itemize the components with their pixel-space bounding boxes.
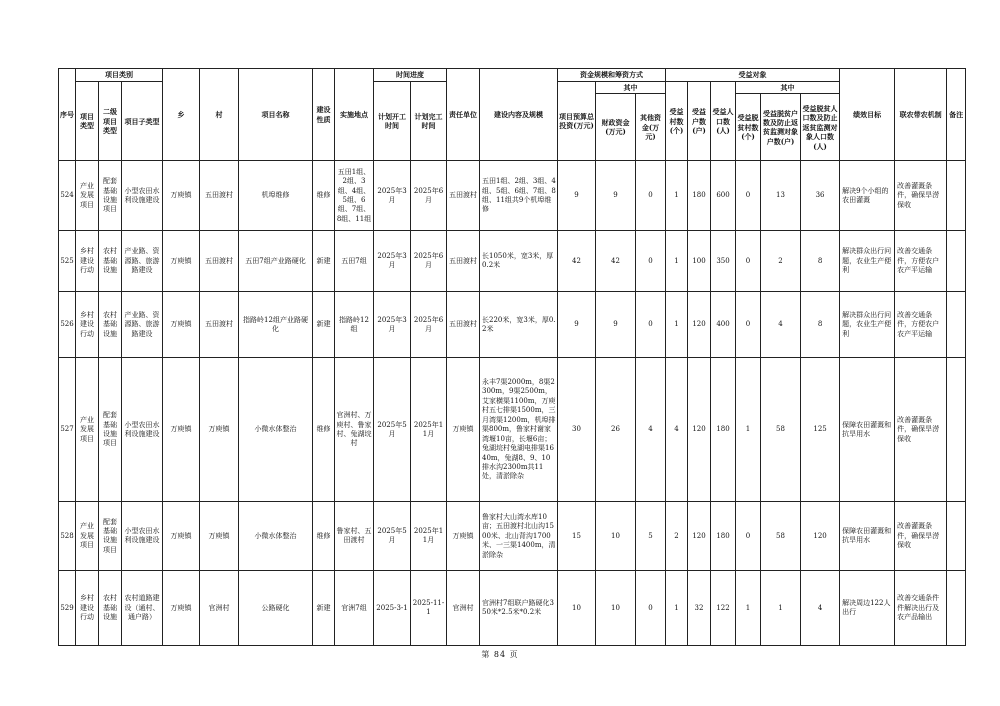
cell-goal: 解决9个小组的农田灌溉 [840,161,895,231]
cell-fiscal: 9 [596,292,636,358]
cell-pov-villages: 1 [736,571,761,646]
header-other: 其他资金(万元) [636,94,666,161]
cell-sub: 小型农田水利设施建设 [122,161,163,231]
header-end-time: 计划完工时间 [411,82,447,161]
table-row [59,502,966,571]
cell-goal: 保障农田灌溉和抗旱用水 [840,502,895,571]
header-mechanism: 联农带农机制 [895,69,947,161]
cell-other: 0 [636,161,666,231]
cell-fiscal: 10 [596,502,636,571]
cell-villages: 4 [666,358,688,502]
header-fiscal: 财政资金(万元) [596,94,636,161]
header-goal: 绩效目标 [840,69,895,161]
cell-budget: 9 [558,161,596,231]
cell-start: 2025年3月 [374,161,411,231]
page-number: 第 84 页 [481,650,519,659]
cell-sub: 小型农田水利设施建设 [122,502,163,571]
cell-population: 180 [711,502,736,571]
cell-remark [947,502,966,571]
table-row [59,161,966,231]
cell-pov-population: 8 [801,231,840,292]
cell-end: 2025年6月 [411,231,447,292]
header-secondary-type: 二级项目类型 [99,82,122,161]
cell-seq: 529 [59,571,76,646]
cell-content: 五田1组、2组、3组、4组、5组、6组、7组、8组、11组共9个机埠维修 [480,161,558,231]
cell-location: 鲁家村、五田渡村 [335,502,374,571]
cell-pov-population: 125 [801,358,840,502]
cell-secondary: 配套基础设施项目 [99,358,122,502]
cell-township: 万庾镇 [163,358,200,502]
cell-fiscal: 10 [596,571,636,646]
cell-type: 产业发展项目 [76,161,99,231]
cell-location: 五田1组、2组、3组、4组、5组、6组、7组、8组、11组 [335,161,374,231]
cell-fiscal: 9 [596,161,636,231]
cell-other: 0 [636,292,666,358]
cell-mechanism: 改善灌溉条件，确保旱涝保收 [895,502,947,571]
header-start-time: 计划开工时间 [374,82,411,161]
cell-type: 乡村建设行动 [76,292,99,358]
cell-remark [947,231,966,292]
cell-township: 万庾镇 [163,231,200,292]
cell-pov-population: 36 [801,161,840,231]
cell-pov-population: 120 [801,502,840,571]
cell-nature: 维修 [313,358,335,502]
cell-pov-households: 1 [761,571,801,646]
cell-start: 2025年5月 [374,502,411,571]
cell-seq: 524 [59,161,76,231]
header-poverty-population: 受益脱贫人口数及防止返贫监测对象人口数(人) [801,94,840,161]
cell-villages: 1 [666,231,688,292]
cell-nature: 新建 [313,292,335,358]
cell-households: 120 [688,358,711,502]
cell-remark [947,161,966,231]
cell-remark [947,292,966,358]
cell-secondary: 配套基础设施项目 [99,502,122,571]
header-content: 建设内容及规模 [480,69,558,161]
cell-type: 乡村建设行动 [76,571,99,646]
cell-unit: 万庾镇 [447,358,480,502]
cell-secondary: 农村基础设施 [99,571,122,646]
project-table [58,68,966,646]
cell-township: 万庾镇 [163,502,200,571]
header-seq: 序号 [59,69,76,161]
cell-fiscal: 26 [596,358,636,502]
header-project-name: 项目名称 [239,69,313,161]
cell-households: 180 [688,161,711,231]
header-benefit-households: 受益户数(户) [688,82,711,161]
cell-township: 万庾镇 [163,571,200,646]
cell-nature: 新建 [313,571,335,646]
cell-villages: 1 [666,571,688,646]
header-nature: 建设性质 [313,69,335,161]
cell-location: 指路岭12组 [335,292,374,358]
table-row [59,231,966,292]
cell-location: 五田7组 [335,231,374,292]
cell-pov-population: 4 [801,571,840,646]
cell-village: 万庾镇 [200,502,239,571]
cell-goal: 解决群众出行问题，农业生产便利 [840,231,895,292]
header-project-category: 项目类别 [76,69,163,82]
cell-sub: 小型农田水利设施建设 [122,358,163,502]
cell-village: 万庾镇 [200,358,239,502]
cell-end: 2025年6月 [411,161,447,231]
cell-mechanism: 改善交通条件件解决出行及农产品输出 [895,571,947,646]
header-benefit-population: 受益人口数(人) [711,82,736,161]
header-township: 乡 [163,69,200,161]
cell-households: 120 [688,502,711,571]
cell-end: 2025年11月 [411,502,447,571]
cell-households: 120 [688,292,711,358]
cell-content: 鲁家村大山湾水库10亩；五田渡村北山沟1500米、北山背沟1700米、一三渠1400m，清淤除杂 [480,502,558,571]
cell-budget: 15 [558,502,596,571]
cell-pov-villages: 0 [736,231,761,292]
cell-nature: 维修 [313,502,335,571]
cell-nature: 维修 [313,161,335,231]
cell-type: 乡村建设行动 [76,231,99,292]
cell-location: 官洲村、万庾村、鲁家村、兔湖垸村 [335,358,374,502]
cell-village: 五田渡村 [200,292,239,358]
cell-sub: 产业路、资源路、旅游路建设 [122,292,163,358]
cell-pov-villages: 1 [736,358,761,502]
cell-mechanism: 改善交通条件，方便农户农产平运输 [895,292,947,358]
cell-content: 官洲村7组联户路硬化350米*2.5米*0.2米 [480,571,558,646]
cell-start: 2025年5月 [374,358,411,502]
cell-township: 万庾镇 [163,161,200,231]
cell-other: 4 [636,358,666,502]
cell-budget: 9 [558,292,596,358]
cell-villages: 1 [666,161,688,231]
header-village: 村 [200,69,239,161]
cell-content: 长220米，宽3米，厚0.2米 [480,292,558,358]
cell-name: 五田7组产业路硬化 [239,231,313,292]
cell-unit: 五田渡村 [447,292,480,358]
table-row [59,571,966,646]
cell-population: 600 [711,161,736,231]
cell-type: 产业发展项目 [76,358,99,502]
header-poverty-households: 受益脱贫户数及防止返贫监测对象户数(户) [761,94,801,161]
cell-location: 官洲7组 [335,571,374,646]
header-beneficiaries-of-which: 其中 [736,82,840,94]
cell-start: 2025年3月 [374,292,411,358]
cell-name: 小微水体整治 [239,502,313,571]
cell-goal: 保障农田灌溉和抗旱用水 [840,358,895,502]
cell-pov-households: 58 [761,358,801,502]
cell-remark [947,358,966,502]
cell-village: 五田渡村 [200,161,239,231]
header-time-progress: 时间进度 [374,69,447,82]
header-poverty-villages: 受益脱贫村数(个) [736,94,761,161]
cell-pov-villages: 0 [736,292,761,358]
cell-pov-households: 58 [761,502,801,571]
cell-pov-households: 4 [761,292,801,358]
cell-budget: 42 [558,231,596,292]
cell-seq: 528 [59,502,76,571]
cell-village: 五田渡村 [200,231,239,292]
cell-pov-households: 13 [761,161,801,231]
cell-name: 小微水体整治 [239,358,313,502]
cell-fiscal: 42 [596,231,636,292]
cell-villages: 2 [666,502,688,571]
header-funding-of-which: 其中 [596,82,666,94]
cell-population: 350 [711,231,736,292]
cell-name: 公路硬化 [239,571,313,646]
cell-secondary: 农村基础设施 [99,231,122,292]
cell-end: 2025年6月 [411,292,447,358]
cell-seq: 527 [59,358,76,502]
cell-households: 32 [688,571,711,646]
header-location: 实施地点 [335,69,374,161]
cell-villages: 1 [666,292,688,358]
cell-seq: 525 [59,231,76,292]
cell-population: 400 [711,292,736,358]
header-sub-type: 项目子类型 [122,82,163,161]
cell-nature: 新建 [313,231,335,292]
cell-start: 2025-3-1 [374,571,411,646]
cell-population: 122 [711,571,736,646]
cell-secondary: 配套基础设施项目 [99,161,122,231]
cell-content: 长1050米，宽3米，厚0.2米 [480,231,558,292]
cell-unit: 万庾镇 [447,502,480,571]
header-remark: 备注 [947,69,966,161]
header-budget: 项目预算总投资(万元) [558,82,596,161]
cell-secondary: 农村基础设施 [99,292,122,358]
cell-township: 万庾镇 [163,292,200,358]
table-row [59,358,966,502]
header-responsible: 责任单位 [447,69,480,161]
cell-unit: 五田渡村 [447,231,480,292]
cell-mechanism: 改善灌溉条件，确保旱涝保收 [895,161,947,231]
cell-end: 2025年11月 [411,358,447,502]
header-beneficiaries: 受益对象 [666,69,840,82]
cell-pov-population: 8 [801,292,840,358]
cell-pov-villages: 0 [736,502,761,571]
cell-unit: 官洲村 [447,571,480,646]
cell-population: 180 [711,358,736,502]
cell-mechanism: 改善灌溉条件，确保旱涝保收 [895,358,947,502]
cell-goal: 解决群众出行问题，农业生产便利 [840,292,895,358]
cell-mechanism: 改善交通条件，方便农户农产平运输 [895,231,947,292]
cell-households: 100 [688,231,711,292]
cell-end: 2025-11-1 [411,571,447,646]
cell-content: 永丰7渠2000m，8渠2300m，9渠2500m，艾家横渠1100m，万庾村五七排渠1500m，三月湾渠1200m，机埠排渠800m，鲁家村谢家湾堰10亩，长堰6亩；兔湖垸村兔湖电排渠1640m，兔湖8、9、10排水沟2300m共11处，清淤除杂 [480,358,558,502]
table-row [59,292,966,358]
cell-village: 官洲村 [200,571,239,646]
cell-start: 2025年3月 [374,231,411,292]
cell-goal: 解决周边122人出行 [840,571,895,646]
cell-budget: 10 [558,571,596,646]
cell-name: 机埠维修 [239,161,313,231]
cell-pov-households: 2 [761,231,801,292]
cell-sub: 产业路、资源路、旅游路建设 [122,231,163,292]
cell-other: 0 [636,571,666,646]
cell-other: 0 [636,231,666,292]
cell-seq: 526 [59,292,76,358]
cell-pov-villages: 0 [736,161,761,231]
cell-remark [947,571,966,646]
cell-other: 5 [636,502,666,571]
cell-sub: 农村道路建设（通村、通户路） [122,571,163,646]
cell-unit: 五田渡村 [447,161,480,231]
cell-name: 指路岭12组产业路硬化 [239,292,313,358]
cell-type: 产业发展项目 [76,502,99,571]
header-benefit-villages: 受益村数(个) [666,82,688,161]
cell-budget: 30 [558,358,596,502]
header-project-type: 项目类型 [76,82,99,161]
header-funding: 资金规模和筹资方式 [558,69,666,82]
